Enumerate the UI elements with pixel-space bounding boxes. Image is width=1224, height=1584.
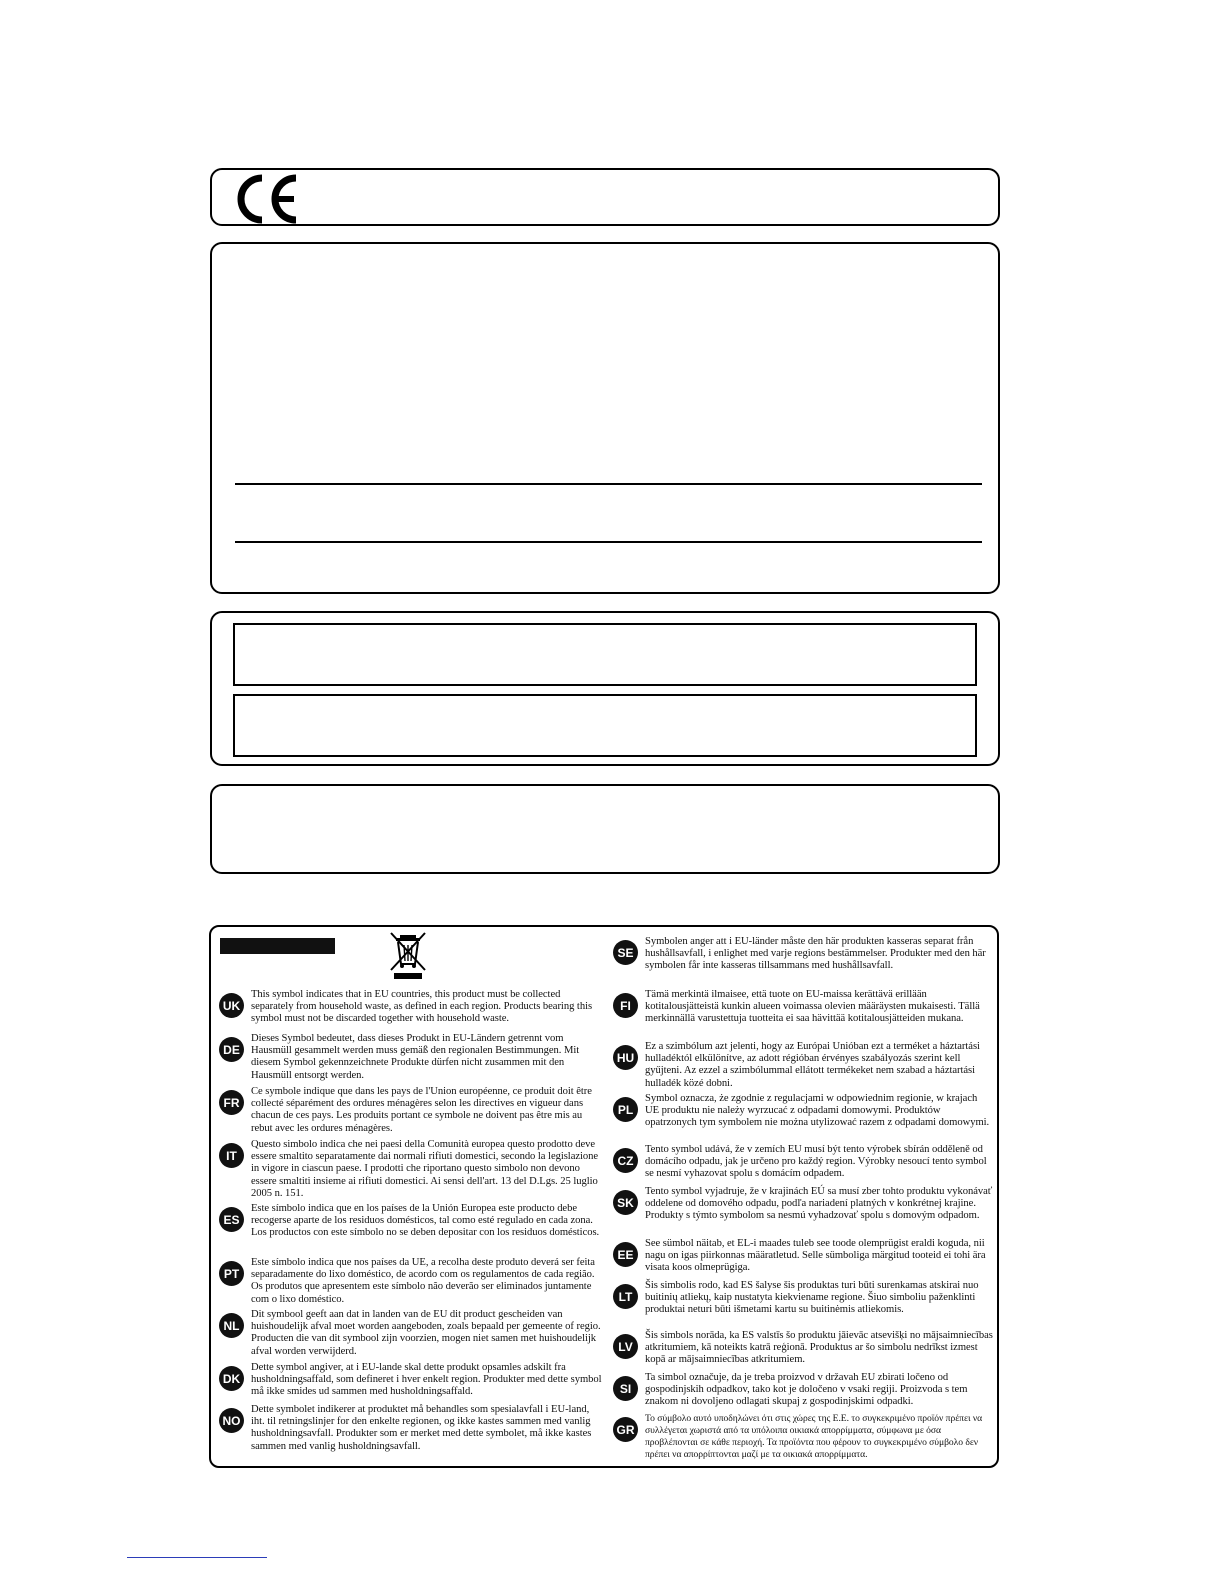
entry-text: Dit symbool geeft aan dat in landen van de EU dit product gescheiden van huishoudelijk afval moet worden aangeboden, zoals bepaald per gemeente of regio. Producten die van dit symbool zijn voorzien, mogen niet samen met huishoudelijk afval worden verwijderd. <box>251 1309 601 1357</box>
entry-text: Este símbolo indica que nos países da UE, a recolha deste produto deverá ser feita separadamente do lixo doméstico, de acordo com os regulamentos de cada região. Os produtos que apresentem este símbolo não deverão ser eliminados juntamente com o lixo doméstico. <box>251 1257 595 1305</box>
notice-box <box>233 623 977 686</box>
weee-entry-lv <box>613 1330 993 1367</box>
entry-text: Šis simbols norāda, ka ES valstīs šo produktu jāievāc atsevišķi no mājsaimniecības atkritumiem, kā noteikts katrā reģionā. Produktus ar šo simbolu nedrīkst izmest kopā ar mājsaimniecības atkritumiem. <box>645 1330 993 1366</box>
weee-entry-dk <box>219 1362 604 1399</box>
weee-entry-de <box>219 1033 604 1082</box>
weee-header-bar <box>220 938 335 954</box>
country-badge: UK <box>219 993 244 1018</box>
weee-entry-pt <box>219 1257 604 1306</box>
entry-text: Symbolen anger att i EU-länder måste den här produkten kasseras separat från hushållsavfall, i enlighet med varje regions bestämmelser. Produkter med den här symbolen får inte kasseras tillsammans med hushållsavfall. <box>645 936 986 972</box>
weee-entry-cz <box>613 1144 993 1181</box>
crossed-bin-icon <box>388 930 428 980</box>
entry-text: Dette symbol angiver, at i EU-lande skal dette produkt opsamles adskilt fra husholdningsaffald, som defineret i hver enkelt region. Produkter med dette symbol må ikke smides ud sammen med husholdningsaffald. <box>251 1362 602 1398</box>
country-badge: HU <box>613 1045 638 1070</box>
weee-entry-lt <box>613 1280 993 1317</box>
country-badge: GR <box>613 1417 638 1442</box>
entry-text: Tento symbol vyjadruje, že v krajinách EÚ sa musí zber tohto produktu vykonávať oddelene od domového odpadu, podľa nariadení platných v konkrétnej krajine. Produkty s týmto symbolom sa nesmú vyhadzovať spolu s domovým odpadom. <box>645 1186 993 1222</box>
weee-entry-uk <box>219 989 604 1026</box>
country-badge: EE <box>613 1242 638 1267</box>
country-badge: ES <box>219 1207 244 1232</box>
country-badge: NO <box>219 1408 244 1433</box>
country-badge: LT <box>613 1284 638 1309</box>
ce-frame <box>210 168 1000 226</box>
weee-entry-fi <box>613 989 993 1026</box>
entry-text: This symbol indicates that in EU countries, this product must be collected separately from household waste, as defined in each region. Products bearing this symbol must not be discarded together with household waste. <box>251 989 593 1025</box>
weee-entry-es <box>219 1203 604 1240</box>
entry-text: See sümbol näitab, et EL-i maades tuleb see toode olemprügist eraldi koguda, nii nagu on igas piirkonnas määratletud. Selle sümboliga märgitud tooteid ei tohi ära visata koos olmeprügiga. <box>645 1238 986 1274</box>
country-badge: CZ <box>613 1148 638 1173</box>
country-badge: SE <box>613 940 638 965</box>
weee-entry-it <box>219 1139 604 1200</box>
entry-text: Ta simbol označuje, da je treba proizvod v državah EU zbirati ločeno od gospodinjskih odpadkov, tako kot je določeno v vsaki regiji. Proizvoda s tem znakom ni dovoljeno odlagati skupaj z gospodinjskimi odpadki. <box>645 1372 968 1408</box>
weee-entry-gr <box>613 1413 993 1461</box>
small-frame <box>210 784 1000 874</box>
entry-text: Šis simbolis rodo, kad ES šalyse šis produktas turi būti surenkamas atskirai nuo buitinių atliekų, kaip nustatyta kiekviename regione. Šiuo simboliu paženklinti produktai neturi būti išmetami kartu su buitinėmis atliekomis. <box>645 1280 979 1316</box>
ce-mark-icon <box>232 174 302 224</box>
weee-entry-no <box>219 1404 604 1453</box>
country-badge: DK <box>219 1366 244 1391</box>
country-badge: PT <box>219 1261 244 1286</box>
country-badge: LV <box>613 1334 638 1359</box>
country-badge: NL <box>219 1313 244 1338</box>
entry-text: Dette symbolet indikerer at produktet må behandles som spesialavfall i EU-land, iht. til retningslinjer for den enkelte regionen, og ikke kastes sammen med vanlig husholdningsavfall. Produkter som er merket med dette symbolet, må ikke kastes sammen med vanlig husholdningsavfall. <box>251 1404 592 1452</box>
country-badge: FI <box>613 993 638 1018</box>
entry-text: Το σύμβολο αυτό υποδηλώνει ότι στις χώρες της Ε.Ε. το συγκεκριμένο προϊόν πρέπει να συλλέγεται χωριστά από τα υπόλοιπα οικιακά απορρίμματα, σύμφωνα με όσα προβλέπονται σε κάθε περιοχή. Τα προϊόντα που φέρουν το συγκεκριμένο σύμβολο δεν πρέπει να απορρίπτονται μαζί με τα οικιακά απορρίμματα. <box>645 1413 983 1460</box>
weee-entry-si <box>613 1372 993 1409</box>
weee-entry-pl <box>613 1093 993 1130</box>
country-badge: IT <box>219 1143 244 1168</box>
entry-text: Ce symbole indique que dans les pays de l'Union européenne, ce produit doit être collecté séparément des ordures ménagères selon les directives en vigueur dans chacun de ces pays. Les produits portant ce symbole ne doivent pas être mis au rebut avec les ordures ménagères. <box>251 1086 592 1134</box>
country-badge: PL <box>613 1097 638 1122</box>
country-badge: SK <box>613 1190 638 1215</box>
weee-entry-hu <box>613 1041 993 1090</box>
entry-text: Tämä merkintä ilmaisee, että tuote on EU-maissa kerättävä erillään kotitalousjätteistä kunkin alueen voimassa olevien määräysten mukaisesti. Tällä merkinnällä varustettuja tuotteita ei saa hävittää kotitalousjätteiden mukana. <box>645 989 980 1025</box>
entry-text: Dieses Symbol bedeutet, dass dieses Produkt in EU-Ländern getrennt vom Hausmüll gesammelt werden muss gemäß den regionalen Bestimmungen. Mit diesem Symbol gekennzeichnete Produkte dürfen nicht zusammen mit den Hausmüll entsorgt werden. <box>251 1033 580 1081</box>
divider-line <box>235 483 982 485</box>
country-badge: SI <box>613 1376 638 1401</box>
entry-text: Questo simbolo indica che nei paesi della Comunità europea questo prodotto deve essere smaltito separatamente dai normali rifiuti domestici, secondo la legislazione in vigore in ciascun paese. I prodotti che riportano questo simbolo non devono essere smaltiti insieme ai rifiuti domestici. Ai sensi dell'art. 13 del D.Lgs. 25 luglio 2005 n. 151. <box>251 1139 599 1199</box>
entry-text: Symbol oznacza, że zgodnie z regulacjami w odpowiednim regionie, w krajach UE produktu nie należy wyrzucać z odpadami domowymi. Produktów opatrzonych tym symbolem nie można utylizować razem z odpadami domowymi. <box>645 1093 990 1129</box>
entry-text: Ez a szimbólum azt jelenti, hogy az Európai Unióban ezt a terméket a háztartási hulladéktól elkülönítve, az adott régióban érvényes szabályozás szerint kell gyűjteni. Az ezzel a szimbólummal ellátott termékeket nem szabad a háztartási hulladék közé dobni. <box>645 1041 980 1089</box>
entry-text: Este símbolo indica que en los países de la Unión Europea este producto debe recogerse aparte de los residuos domésticos, tal como esté regulado en cada zona. Los productos con este símbolo no se deben depositar con los residuos domésticos. <box>251 1203 600 1239</box>
divider-line <box>235 541 982 543</box>
notice-box <box>233 694 977 757</box>
weee-entry-nl <box>219 1309 604 1358</box>
footer-link-underline <box>127 1557 267 1558</box>
country-badge: FR <box>219 1090 244 1115</box>
weee-entry-se <box>613 936 993 973</box>
weee-entry-fr <box>219 1086 604 1135</box>
weee-entry-ee <box>613 1238 993 1275</box>
weee-entry-sk <box>613 1186 993 1223</box>
country-badge: DE <box>219 1037 244 1062</box>
entry-text: Tento symbol udává, že v zemích EU musí být tento výrobek sbírán odděleně od domácího odpadu, jak je určeno pro každý region. Výrobky nesoucí tento symbol se nesmí vyhazovat spolu s domácím odpadem. <box>645 1144 987 1180</box>
